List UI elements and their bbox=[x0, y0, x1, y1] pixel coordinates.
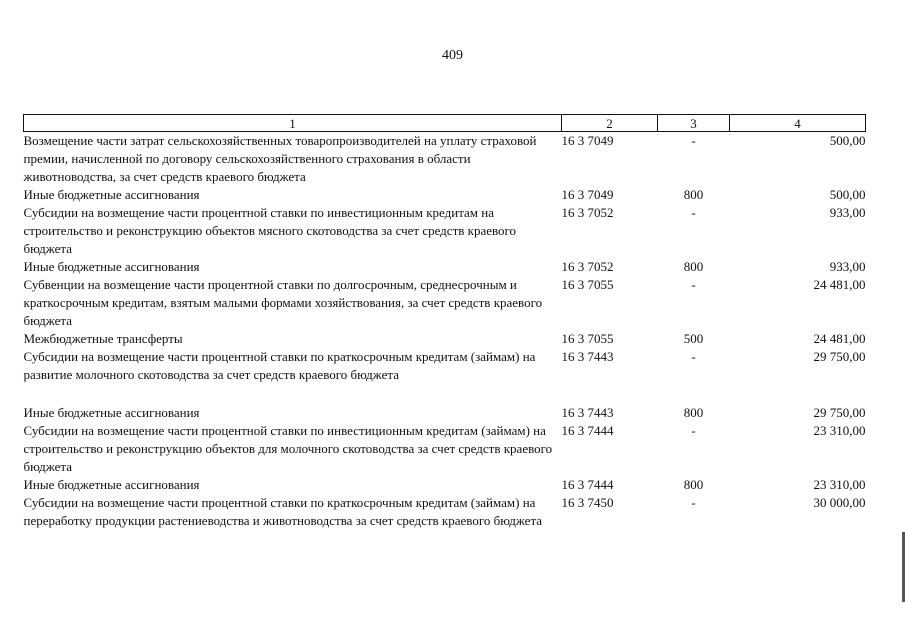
row-code: 16 3 7443 bbox=[561, 405, 614, 420]
row-amount: 30 000,00 bbox=[813, 495, 866, 510]
row-name: Иные бюджетные ассигнования bbox=[23, 405, 200, 420]
row-amount: 933,00 bbox=[829, 205, 866, 220]
row-amount: 29 750,00 bbox=[813, 405, 866, 420]
row-name: Возмещение части затрат сельскохозяйственных товаропроизводителей на уплату страховой премии, начисленной по договору сельскохозяйственного страхования в области животноводства, за счет средств краевого бюджета bbox=[23, 133, 537, 184]
table-row bbox=[24, 186, 866, 204]
table-row bbox=[24, 330, 866, 348]
row-type: 500 bbox=[683, 331, 704, 346]
row-code: 16 3 7444 bbox=[561, 477, 614, 492]
table-row bbox=[24, 204, 866, 258]
row-name: Субсидии на возмещение части процентной ставки по краткосрочным кредитам (займам) на развитие молочного скотоводства за счет средств краевого бюджета bbox=[23, 349, 536, 382]
row-code: 16 3 7052 bbox=[561, 205, 614, 220]
row-name: Иные бюджетные ассигнования bbox=[23, 187, 200, 202]
header-col-2: 2 bbox=[562, 115, 658, 132]
budget-table bbox=[23, 114, 866, 530]
spacer-row bbox=[24, 384, 866, 404]
row-amount: 24 481,00 bbox=[813, 277, 866, 292]
row-type: - bbox=[691, 349, 696, 364]
table-row bbox=[24, 494, 866, 530]
table-row bbox=[24, 476, 866, 494]
row-amount: 29 750,00 bbox=[813, 349, 866, 364]
row-name: Иные бюджетные ассигнования bbox=[23, 259, 200, 274]
row-code: 16 3 7443 bbox=[561, 349, 614, 364]
row-type: 800 bbox=[683, 477, 704, 492]
table-row bbox=[24, 422, 866, 476]
row-amount: 24 481,00 bbox=[813, 331, 866, 346]
table-row bbox=[24, 258, 866, 276]
table-row bbox=[24, 404, 866, 422]
row-code: 16 3 7444 bbox=[561, 423, 614, 438]
row-code: 16 3 7450 bbox=[561, 495, 614, 510]
row-amount: 23 310,00 bbox=[813, 477, 866, 492]
row-code: 16 3 7055 bbox=[561, 277, 614, 292]
row-code: 16 3 7055 bbox=[561, 331, 614, 346]
row-amount: 23 310,00 bbox=[813, 423, 866, 438]
spacer-cell bbox=[24, 384, 866, 404]
row-type: 800 bbox=[683, 405, 704, 420]
row-name: Межбюджетные трансферты bbox=[23, 331, 183, 346]
row-name: Субсидии на возмещение части процентной ставки по краткосрочным кредитам (займам) на переработку продукции растениеводства и животноводства за счет средств краевого бюджета bbox=[23, 495, 543, 528]
row-code: 16 3 7049 bbox=[561, 133, 614, 148]
row-type: - bbox=[691, 423, 696, 438]
row-name: Субсидии на возмещение части процентной ставки по инвестиционным кредитам на строительство и реконструкцию объектов мясного скотоводства за счет средств краевого бюджета bbox=[23, 205, 517, 256]
table-row bbox=[24, 348, 866, 384]
row-name: Иные бюджетные ассигнования bbox=[23, 477, 200, 492]
row-name: Субсидии на возмещение части процентной ставки по инвестиционным кредитам (займам) на строительство и реконструкцию объектов для молочного скотоводства за счет средств краевого бюджета bbox=[23, 423, 553, 474]
row-type: 800 bbox=[683, 259, 704, 274]
table-body bbox=[24, 132, 866, 531]
table-row bbox=[24, 276, 866, 330]
header-row bbox=[24, 115, 866, 132]
page-number: 409 bbox=[442, 48, 463, 63]
row-type: - bbox=[691, 277, 696, 292]
row-name: Субвенции на возмещение части процентной ставки по долгосрочным, среднесрочным и краткосрочным кредитам, взятым малыми формами хозяйствования, за счет средств краевого бюджета bbox=[23, 277, 543, 328]
row-amount: 933,00 bbox=[829, 259, 866, 274]
row-code: 16 3 7049 bbox=[561, 187, 614, 202]
row-type: 800 bbox=[683, 187, 704, 202]
row-type: - bbox=[691, 133, 696, 148]
table-header bbox=[24, 115, 866, 132]
row-type: - bbox=[691, 495, 696, 510]
row-amount: 500,00 bbox=[829, 187, 866, 202]
row-amount: 500,00 bbox=[829, 133, 866, 148]
header-col-1: 1 bbox=[24, 115, 562, 132]
row-code: 16 3 7052 bbox=[561, 259, 614, 274]
row-type: - bbox=[691, 205, 696, 220]
header-col-4: 4 bbox=[730, 115, 866, 132]
header-col-3: 3 bbox=[658, 115, 730, 132]
table-row bbox=[24, 132, 866, 187]
